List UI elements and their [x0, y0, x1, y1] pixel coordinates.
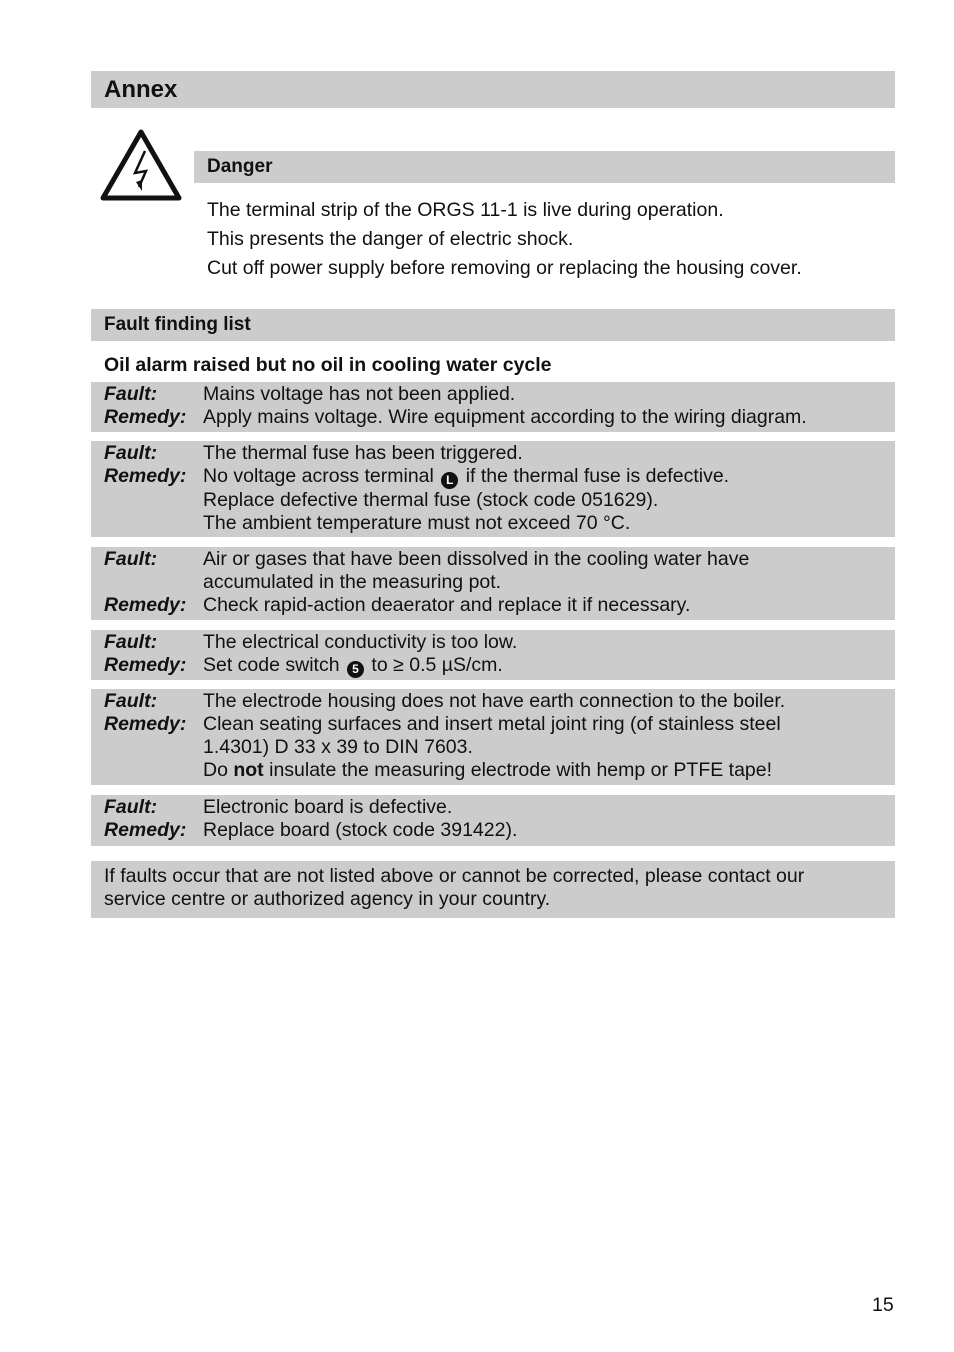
fault-entry: [91, 547, 895, 620]
remedy-text-part: No voltage across terminal: [203, 465, 434, 487]
contact-note: [91, 861, 895, 918]
remedy-text-part: Set code switch: [203, 654, 340, 676]
remedy-text-part: Do: [203, 759, 228, 781]
remedy-text-part: if the thermal fuse is defective.: [465, 465, 730, 487]
contact-note-line: If faults occur that are not listed above or cannot be corrected, please contact our: [104, 865, 805, 887]
remedy-text: Apply mains voltage. Wire equipment according to the wiring diagram.: [203, 406, 807, 428]
fault-label: Fault:: [104, 631, 158, 653]
remedy-label: Remedy:: [104, 819, 187, 841]
high-voltage-warning-icon: [100, 129, 182, 201]
fault-label: Fault:: [104, 548, 158, 570]
code-switch-marker-icon: 5: [347, 661, 364, 678]
danger-message: [207, 196, 802, 283]
danger-line: This presents the danger of electric shock.: [207, 228, 574, 250]
fault-text: Mains voltage has not been applied.: [203, 383, 516, 405]
remedy-text-line: 1.4301) D 33 x 39 to DIN 7603.: [203, 736, 473, 758]
section-title: Annex: [104, 76, 178, 103]
fault-label: Fault:: [104, 690, 158, 712]
remedy-text: Check rapid-action deaerator and replace it if necessary.: [203, 594, 691, 616]
fault-subheading: Oil alarm raised but no oil in cooling water cycle: [104, 354, 552, 376]
remedy-text-part: to ≥ 0.5 µS/cm.: [371, 654, 503, 676]
fault-text: [203, 548, 895, 594]
remedy-text-line: The ambient temperature must not exceed 70 °C.: [203, 512, 631, 534]
section-title-bar: [91, 71, 895, 108]
fault-label: Fault:: [104, 796, 158, 818]
remedy-text: [203, 713, 895, 782]
fault-entry: [91, 630, 895, 680]
fault-entry: [91, 382, 895, 432]
remedy-text: [203, 465, 895, 535]
remedy-label: Remedy:: [104, 406, 187, 428]
danger-heading-bar: [194, 151, 895, 183]
remedy-text: Replace board (stock code 391422).: [203, 819, 518, 841]
danger-line: Cut off power supply before removing or replacing the housing cover.: [207, 257, 802, 279]
remedy-text-part: insulate the measuring electrode with hemp or PTFE tape!: [269, 759, 773, 781]
remedy-text: [203, 654, 895, 678]
remedy-label: Remedy:: [104, 713, 187, 735]
fault-text-line: Air or gases that have been dissolved in the cooling water have: [203, 548, 750, 570]
fault-text: Electronic board is defective.: [203, 796, 453, 818]
fault-text: The electrical conductivity is too low.: [203, 631, 518, 653]
remedy-text-line: Replace defective thermal fuse (stock code 051629).: [203, 489, 659, 511]
remedy-label: Remedy:: [104, 654, 187, 676]
fault-entry: [91, 795, 895, 846]
remedy-label: Remedy:: [104, 465, 187, 487]
page-number: 15: [872, 1294, 894, 1316]
fault-text: The thermal fuse has been triggered.: [203, 442, 523, 464]
fault-entry: [91, 689, 895, 785]
remedy-emphasis: not: [233, 759, 264, 781]
contact-note-line: service centre or authorized agency in your country.: [104, 888, 551, 910]
fault-text: The electrode housing does not have earth connection to the boiler.: [203, 690, 786, 712]
fault-list-heading: Fault finding list: [104, 314, 251, 335]
fault-text-line: accumulated in the measuring pot.: [203, 571, 502, 593]
remedy-text-line: Clean seating surfaces and insert metal joint ring (of stainless steel: [203, 713, 781, 735]
fault-entry: [91, 441, 895, 537]
terminal-marker-icon: L: [441, 472, 458, 489]
danger-heading: Danger: [207, 156, 273, 177]
fault-label: Fault:: [104, 442, 158, 464]
remedy-label: Remedy:: [104, 594, 187, 616]
fault-label: Fault:: [104, 383, 158, 405]
fault-list-heading-bar: [91, 309, 895, 341]
danger-line: The terminal strip of the ORGS 11-1 is live during operation.: [207, 199, 724, 221]
